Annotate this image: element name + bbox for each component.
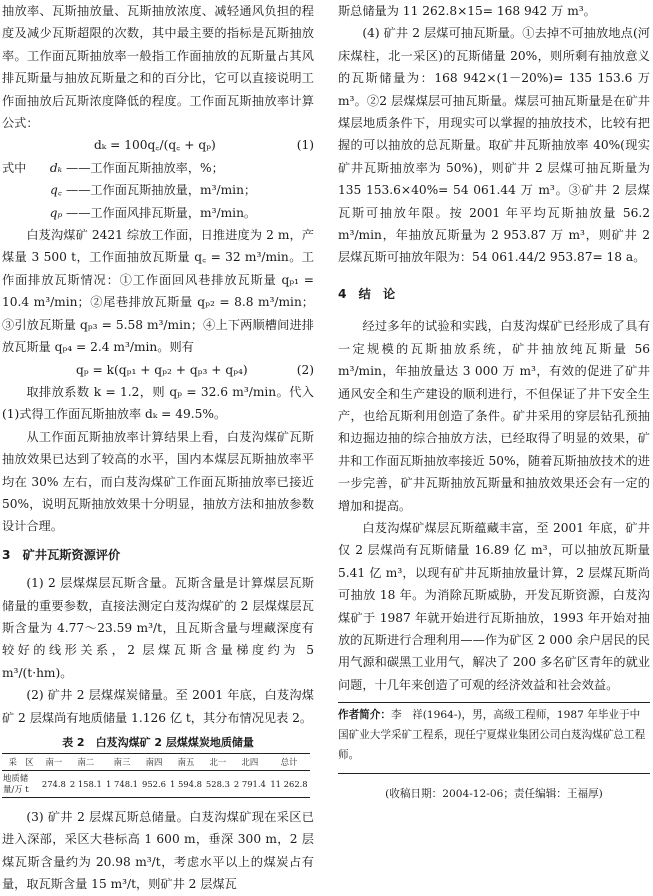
definition-symbol: dₖ <box>49 160 63 175</box>
equation-2 <box>2 359 314 381</box>
table-cell: 2 791.4 <box>232 771 268 798</box>
table-header-cell: 北四 <box>232 754 268 771</box>
definition-text: ——工作面风排瓦斯量，m³/min。 <box>66 205 257 220</box>
table-cell: 2 158.1 <box>68 771 104 798</box>
table-header-cell: 北一 <box>204 754 232 771</box>
definition-symbol: q꜀ <box>49 183 63 198</box>
paragraph: 斯总储量为 11 262.8×15= 168 942 万 m³。 <box>338 4 596 18</box>
paragraph: (4) 矿井 2 层煤可抽瓦斯量。①去掉不可抽放地点(河床煤柱，北一采区)的瓦斯储量 20%，则所剩有抽放意义的瓦斯储量为：168 942×(1－20%)= 135 153.6 万 m³。②2 层煤煤层可抽瓦斯量。煤层可抽瓦斯量是在矿井煤层地质条件下，用现实可以掌握的抽放技术，比较有把握的可以抽放的总瓦斯量。取矿井瓦斯抽放率 40%(现实矿井瓦斯抽放率为 50%)，则矿井 2 层煤可抽瓦斯量为 135 153.6×40%= 54 061.44 万 m³。③矿井 2 层煤瓦斯可抽放年限。按 2001 年平均瓦斯抽放量 56.2 m³/min，年抽放瓦斯量为 2 953.87 万 m³，则矿井 2 层煤瓦斯可抽放年限为：54 061.44/2 953.87= 18 a。 <box>338 26 650 265</box>
right-column <box>338 0 650 804</box>
equation-1 <box>2 134 314 156</box>
table-header-row <box>2 754 310 771</box>
received-date: (收稿日期：2004-12-06；责任编辑：王福厚) <box>338 773 650 804</box>
section-heading: 3 矿井瓦斯资源评价 <box>2 547 121 562</box>
table-header-cell: 总计 <box>268 754 310 771</box>
definition-symbol: qₚ <box>49 205 63 220</box>
table-header-cell: 南一 <box>40 754 68 771</box>
definition-row <box>2 157 314 179</box>
paragraph: 取排放系数 k = 1.2，则 qₚ = 32.6 m³/min。代入(1)式得工作面瓦斯抽放率 dₖ = 49.5%。 <box>2 384 314 422</box>
definition-text: ——工作面瓦斯抽放量，m³/min； <box>66 183 257 198</box>
author-label: 作者简介： <box>338 709 391 722</box>
paragraph: (1) 2 层煤煤层瓦斯含量。瓦斯含量是计算煤层瓦斯储量的重要参数，直接法测定白芨沟煤矿的 2 层煤煤层瓦斯含量为 4.77～23.59 m³/t，且瓦斯含量与埋藏深度有较好的线形关系，2 层煤瓦斯含量梯度约为 5 m³/(t·hm)。 <box>2 576 314 680</box>
section-heading: 4 结 论 <box>338 286 396 301</box>
definition-label: 式中 <box>2 160 27 175</box>
table-caption: 表 2 白芨沟煤矿 2 层煤煤炭地质储量 <box>62 736 254 749</box>
paragraph: 经过多年的试验和实践，白芨沟煤矿已经形成了具有一定规模的瓦斯抽放系统，矿井抽放纯瓦斯量 56 m³/min，年抽放量达 3 000 万 m³，有效的促进了矿井通风安全和生产建设的顺利进行，不但保证了井下安全生产，也给瓦斯利用创造了条件。矿井采用的穿层钻孔预抽和边掘边抽的综合抽放方法，已经取得了明显的效果，矿井和工作面瓦斯抽放率接近 50%，随着瓦斯抽放技术的进一步完善，矿井瓦斯抽放瓦斯量和抽放效果还会有一定的增加和提高。 <box>338 319 650 513</box>
table-cell: 1 748.1 <box>104 771 140 798</box>
definition-label <box>2 202 46 224</box>
table-cell: 274.8 <box>40 771 68 798</box>
definition-label <box>2 179 46 201</box>
author-note <box>338 702 650 765</box>
table-cell: 1 594.8 <box>168 771 204 798</box>
table-row-label: 地质储量/万 t <box>2 771 40 798</box>
equation-body: dₖ = 100q꜀/(q꜀ + qₚ) <box>94 138 216 153</box>
author-text: 李 祥(1964-)，男，高级工程师，1987 年毕业于中国矿业大学采矿工程系，现任宁夏煤业集团公司白芨沟煤矿总工程师。 <box>338 709 646 762</box>
table-header-cell: 采 区 <box>2 754 40 771</box>
paragraph: (2) 矿井 2 层煤煤炭储量。至 2001 年底，白芨沟煤矿 2 层煤尚有地质储量 1.126 亿 t，其分布情况见表 2。 <box>2 688 314 725</box>
table-row <box>2 771 310 798</box>
reserves-table <box>2 753 310 798</box>
paragraph: 白芨沟煤矿煤层瓦斯蕴藏丰富，至 2001 年底，矿井仅 2 层煤尚有瓦斯储量 16.89 亿 m³，可以抽放瓦斯量 5.41 亿 m³，以现有矿井瓦斯抽放量计算，2 层煤瓦斯尚可抽放 18 年。为消除瓦斯威胁，开发瓦斯资源，白芨沟煤矿于 1987 年就开始进行瓦斯抽放，1993 年开始对抽放的瓦斯进行合理利用——作为矿区 2 000 余户居民的民用气源和碳黑工业用气，解决了 200 多名矿区青年的就业问题，十几年来创造了可观的经济效益和社会效益。 <box>338 520 650 692</box>
paragraph: (3) 矿井 2 层煤瓦斯总储量。白芨沟煤矿现在采区已进入深部，采区大巷标高 1 600 m，垂深 300 m，2 层煤瓦斯含量约为 20.98 m³/t，考虑水平以上的煤炭占有量，取瓦斯含量 15 m³/t，则矿井 2 层煤瓦 <box>2 810 314 892</box>
table-header-cell: 南四 <box>140 754 168 771</box>
table-header-cell: 南三 <box>104 754 140 771</box>
table-cell: 952.6 <box>140 771 168 798</box>
definition-text: ——工作面瓦斯抽放率，%； <box>66 160 224 175</box>
equation-body: qₚ = k(qₚ₁ + qₚ₂ + qₚ₃ + qₚ₄) <box>76 362 248 377</box>
left-column <box>2 0 314 896</box>
table-header-cell: 南二 <box>68 754 104 771</box>
paragraph: 从工作面瓦斯抽放率计算结果上看，白芨沟煤矿瓦斯抽放效果已达到了较高的水平，国内本煤层瓦斯抽放率平均在 30% 左右，而白芨沟煤矿工作面瓦斯抽放率已接近 50%，说明瓦斯抽放效果十分明显，抽放方法和抽放参数设计合理。 <box>2 429 314 534</box>
table-header-cell: 南五 <box>168 754 204 771</box>
paragraph: 抽放率、瓦斯抽放量、瓦斯抽放浓度、减轻通风负担的程度及减少瓦斯超限的次数，其中最主要的指标是瓦斯抽放率。工作面瓦斯抽放率一般指工作面抽放的瓦斯量占其风排瓦斯量与抽放瓦斯量之和的百分比，它可以直接说明工作面抽放后瓦斯浓度降低的程度。工作面瓦斯抽放率计算公式： <box>2 4 314 131</box>
definition-row <box>2 179 314 201</box>
definition-row <box>2 202 314 224</box>
table-cell: 528.3 <box>204 771 232 798</box>
table-cell: 11 262.8 <box>268 771 310 798</box>
paragraph: 白芨沟煤矿 2421 综放工作面，日推进度为 2 m，产煤量 3 500 t，工作面抽放瓦斯量 q꜀ = 32 m³/min。工作面排放瓦斯情况：①工作面回风巷排放瓦斯量 qₚ₁ = 10.4 m³/min；②尾巷排放瓦斯量 qₚ₂ = 8.8 m³/min；③引放瓦斯量 qₚ₃ = 5.58 m³/min；④上下两顺槽间进排放瓦斯量 qₚ₄ = 2.4 m³/min。则有 <box>2 228 314 355</box>
equation-number: (1) <box>296 138 314 153</box>
equation-number: (2) <box>296 362 314 377</box>
